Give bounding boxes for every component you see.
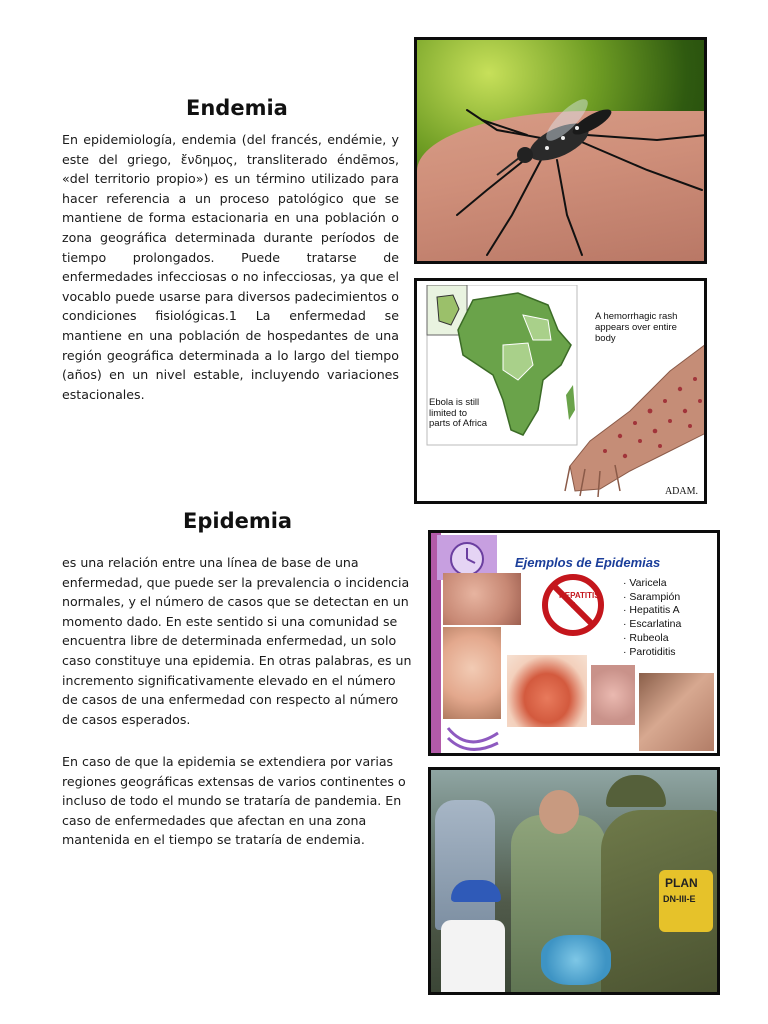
endemia-body: En epidemiología, endemia (del francés, endémie, y este del griego, ἔνδημος, transliterado éndēmos, «del territorio propio») es un término utilizado para hacer referencia a un proceso patológico que se mantiene de forma estacionaria en una población o zona geográfica determinada durante períodos de tiempo prolongados. Puede tratarse de enfermedades infecciosas o no infecciosas, ya que el vocablo puede usarse para diversos padecimientos o condiciones fisiológicas.1 La enfermedad se mantiene en una población de hospedantes de una región geográfica determinada a lo largo del tiempo (años) en un nivel estable, incluyendo variaciones estacionales. bbox=[62, 132, 399, 402]
woman-face bbox=[539, 790, 579, 834]
child-face-photo bbox=[443, 627, 501, 719]
epidemic-item: · Varicela bbox=[623, 577, 681, 591]
epidemic-item: · Hepatitis A bbox=[623, 604, 681, 618]
epidemic-item: · Parotiditis bbox=[623, 646, 681, 660]
arm-rash-icon bbox=[560, 341, 707, 501]
patient-photo bbox=[639, 673, 714, 751]
person-left bbox=[435, 800, 495, 930]
blue-gloves bbox=[541, 935, 611, 985]
child-body bbox=[441, 920, 505, 995]
ebola-figure bbox=[414, 278, 707, 504]
map-caption: Ebola is still limited to parts of Africa bbox=[429, 397, 488, 429]
epidemia-body-2: En caso de que la epidemia se extendiera por varias regiones geográficas extensas de varios continentes o incluso de todo el mundo se trataría de pandemia. En caso de enfermedades que afectan en una zona mantenida en el tiempo se trataría de endemia. bbox=[62, 754, 406, 848]
epidemia-title: Epidemia bbox=[183, 509, 293, 533]
dn-text: DN-III-E bbox=[663, 894, 696, 904]
epidemia-body-1: es una relación entre una línea de base de una enfermedad, que puede ser la prevalencia o incidencia normales, y el número de casos que se detectan en un momento dado. En este sentido si una comunidad se encuentra libre de determinada enfermedad, un solo caso constituye una epidemia. En otras palabras, es un incremento significativamente elevado en el número de casos de una enfermedad con respecto al número de casos esperados. bbox=[62, 555, 412, 727]
epidemics-title: Ejemplos de Epidemias bbox=[515, 555, 661, 570]
decorative-swirl-icon bbox=[443, 723, 503, 753]
epidemic-item: · Rubeola bbox=[623, 632, 681, 646]
endemia-title: Endemia bbox=[186, 96, 288, 120]
rash-arm-photo bbox=[443, 573, 521, 625]
africa-map-icon bbox=[423, 285, 583, 455]
hepatitis-sign-text: HEPATITIS A bbox=[559, 591, 600, 610]
adam-credit: ADAM. bbox=[664, 486, 698, 497]
soldier-cap bbox=[606, 775, 666, 807]
epidemics-list bbox=[623, 577, 681, 659]
epidemic-item: · Sarampión bbox=[623, 591, 681, 605]
epidemic-item: · Escarlatina bbox=[623, 618, 681, 632]
tongue-photo bbox=[507, 655, 587, 727]
mosquito-photo bbox=[414, 37, 707, 264]
vaccination-crowd-photo bbox=[428, 767, 720, 995]
plan-text: PLAN bbox=[665, 876, 698, 890]
child-cap bbox=[451, 880, 501, 902]
mosquito-icon bbox=[417, 40, 707, 264]
epidemics-examples-figure bbox=[428, 530, 720, 756]
skin-rash-photo bbox=[591, 665, 635, 725]
rash-caption: A hemorrhagic rash appears over entire body bbox=[595, 311, 678, 344]
